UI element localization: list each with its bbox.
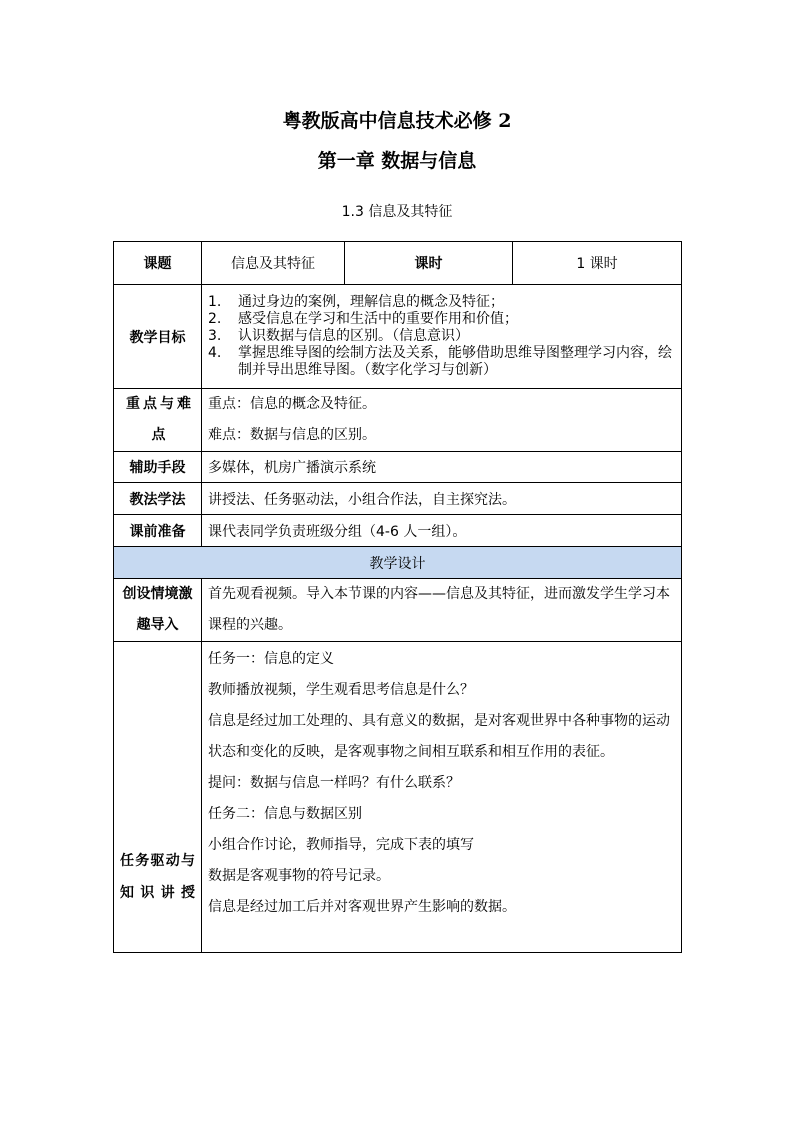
intro-row — [114, 579, 682, 642]
keypoints-label: 重点与难点 — [114, 389, 202, 452]
aids-row — [114, 452, 682, 483]
aids-value: 多媒体，机房广播演示系统 — [202, 452, 682, 483]
goal-number: 1. — [208, 294, 222, 310]
aids-label: 辅助手段 — [114, 452, 202, 483]
goal-text: 感受信息在学习和生活中的重要作用和价值； — [238, 311, 518, 327]
task-line: 教师播放视频，学生观看思考信息是什么？ — [208, 682, 474, 698]
goal-item — [202, 294, 675, 311]
goal-number: 3. — [208, 328, 222, 344]
task-body — [202, 642, 682, 953]
intro-label: 创设情境激趣导入 — [114, 579, 202, 642]
goal-text: 通过身边的案例，理解信息的概念及特征； — [238, 294, 504, 310]
keypoints-cell — [202, 389, 682, 452]
methods-label: 教法学法 — [114, 483, 202, 515]
intro-value: 首先观看视频。导入本节课的内容——信息及其特征，进而激发学生学习本课程的兴趣。 — [202, 579, 682, 642]
period-label: 课时 — [345, 242, 513, 285]
prep-row — [114, 515, 682, 547]
task-line: 数据是客观事物的符号记录。 — [208, 868, 390, 884]
goal-item — [202, 311, 675, 328]
keypoints-row — [114, 389, 682, 452]
goals-list — [202, 292, 681, 381]
keypoint-text: 重点：信息的概念及特征。 — [208, 396, 376, 412]
methods-row — [114, 483, 682, 515]
prep-value: 课代表同学负责班级分组（4-6 人一组）。 — [202, 515, 682, 547]
chapter-title: 第一章 数据与信息 — [317, 150, 477, 172]
topic-value: 信息及其特征 — [202, 242, 345, 285]
goals-cell — [202, 285, 682, 389]
goal-number: 2. — [208, 311, 222, 327]
document-title: 粤教版高中信息技术必修 2 — [282, 110, 512, 132]
difficulty-text: 难点：数据与信息的区别。 — [208, 427, 376, 443]
task-line: 提问：数据与信息一样吗？有什么联系？ — [208, 775, 460, 791]
task-line: 信息是经过加工处理的、具有意义的数据，是对客观世界中各种事物的运动状态和变化的反映，是客观事物之间相互联系和相互作用的表征。 — [208, 713, 670, 760]
methods-value: 讲授法、任务驱动法，小组合作法，自主探究法。 — [202, 483, 682, 515]
lesson-plan-table — [113, 241, 682, 953]
topic-row — [114, 242, 682, 285]
section-title: 1.3 信息及其特征 — [341, 204, 453, 220]
task-line: 信息是经过加工后并对客观世界产生影响的数据。 — [208, 899, 516, 915]
topic-label: 课题 — [114, 242, 202, 285]
goal-text: 掌握思维导图的绘制方法及关系，能够借助思维导图整理学习内容，绘制并导出思维导图。（数字化学习与创新） — [238, 345, 672, 378]
task-line: 任务一：信息的定义 — [208, 651, 334, 667]
goal-item — [202, 328, 675, 345]
task-label: 任务驱动与知识讲授 — [114, 642, 202, 953]
period-value: 1 课时 — [513, 242, 682, 285]
goal-item — [202, 345, 675, 379]
goals-label: 教学目标 — [114, 285, 202, 389]
goal-number: 4. — [208, 345, 222, 361]
task-line: 任务二：信息与数据区别 — [208, 806, 362, 822]
task-row — [114, 642, 682, 953]
prep-label: 课前准备 — [114, 515, 202, 547]
task-line: 小组合作讨论，教师指导，完成下表的填写 — [208, 837, 474, 853]
design-header: 教学设计 — [114, 547, 682, 579]
goal-text: 认识数据与信息的区别。（信息意识） — [238, 328, 469, 344]
design-header-row — [114, 547, 682, 579]
goals-row — [114, 285, 682, 389]
